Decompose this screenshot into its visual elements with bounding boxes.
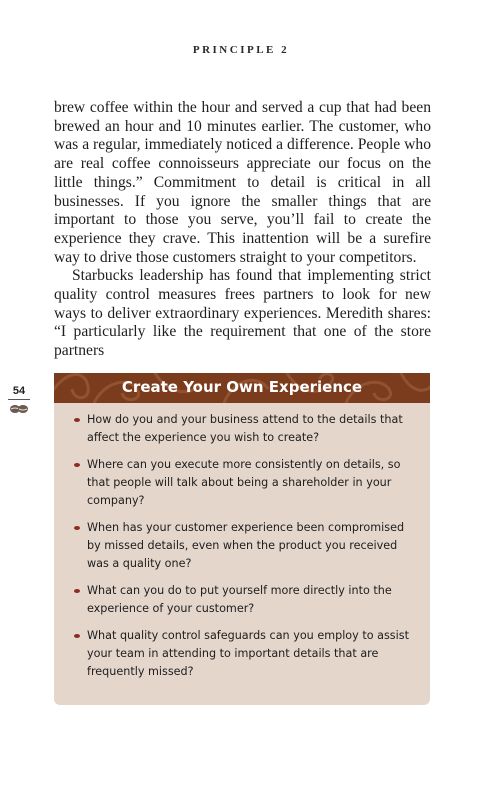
bullet-icon bbox=[74, 634, 80, 638]
bullet-icon bbox=[74, 418, 80, 422]
list-item bbox=[74, 582, 416, 618]
list-item bbox=[74, 627, 416, 681]
page-number: 54 bbox=[8, 385, 30, 400]
bullet-icon bbox=[74, 526, 80, 530]
list-item bbox=[74, 411, 416, 447]
running-head: PRINCIPLE 2 bbox=[192, 44, 290, 56]
question-text: Where can you execute more consistently on details, so that people will talk about being a shareholder in your company? bbox=[87, 458, 401, 507]
sidebar-box bbox=[54, 373, 430, 705]
question-text: What quality control safeguards can you employ to assist your team in attending to important details that are frequently missed? bbox=[87, 629, 409, 678]
list-item bbox=[74, 456, 416, 510]
paragraph: Starbucks leadership has found that implementing strict quality control measures frees partners to look for new ways to deliver extraordinary experiences. Meredith shares: “I particularly like the requirement that one of the store partners bbox=[54, 267, 431, 360]
question-text: When has your customer experience been compromised by missed details, even when the product you received was a quality one? bbox=[87, 521, 405, 570]
bullet-icon bbox=[74, 589, 80, 593]
paragraph: brew coffee within the hour and served a cup that had been brewed an hour and 10 minutes earlier. The customer, who was a regular, immediately noticed a difference. People who are real coffee connoisseurs appreciate our focus on the little things.” Commitment to detail is critical in all businesses. If you ignore the smaller things that are important to those you serve, you’ll fail to create the experience they crave. This inattention will be a surefire way to drive those customers straight to your competitors. bbox=[54, 99, 431, 266]
question-list bbox=[54, 403, 430, 681]
question-text: What can you do to put yourself more directly into the experience of your customer? bbox=[87, 584, 392, 615]
sidebar-header bbox=[54, 373, 430, 403]
body-text bbox=[54, 99, 431, 361]
question-text: How do you and your business attend to the details that affect the experience you wish to create? bbox=[87, 413, 403, 444]
coffee-beans-icon bbox=[9, 403, 29, 415]
page-marker bbox=[8, 385, 30, 415]
sidebar-title: Create Your Own Experience bbox=[121, 378, 363, 396]
bullet-icon bbox=[74, 463, 80, 467]
list-item bbox=[74, 519, 416, 573]
